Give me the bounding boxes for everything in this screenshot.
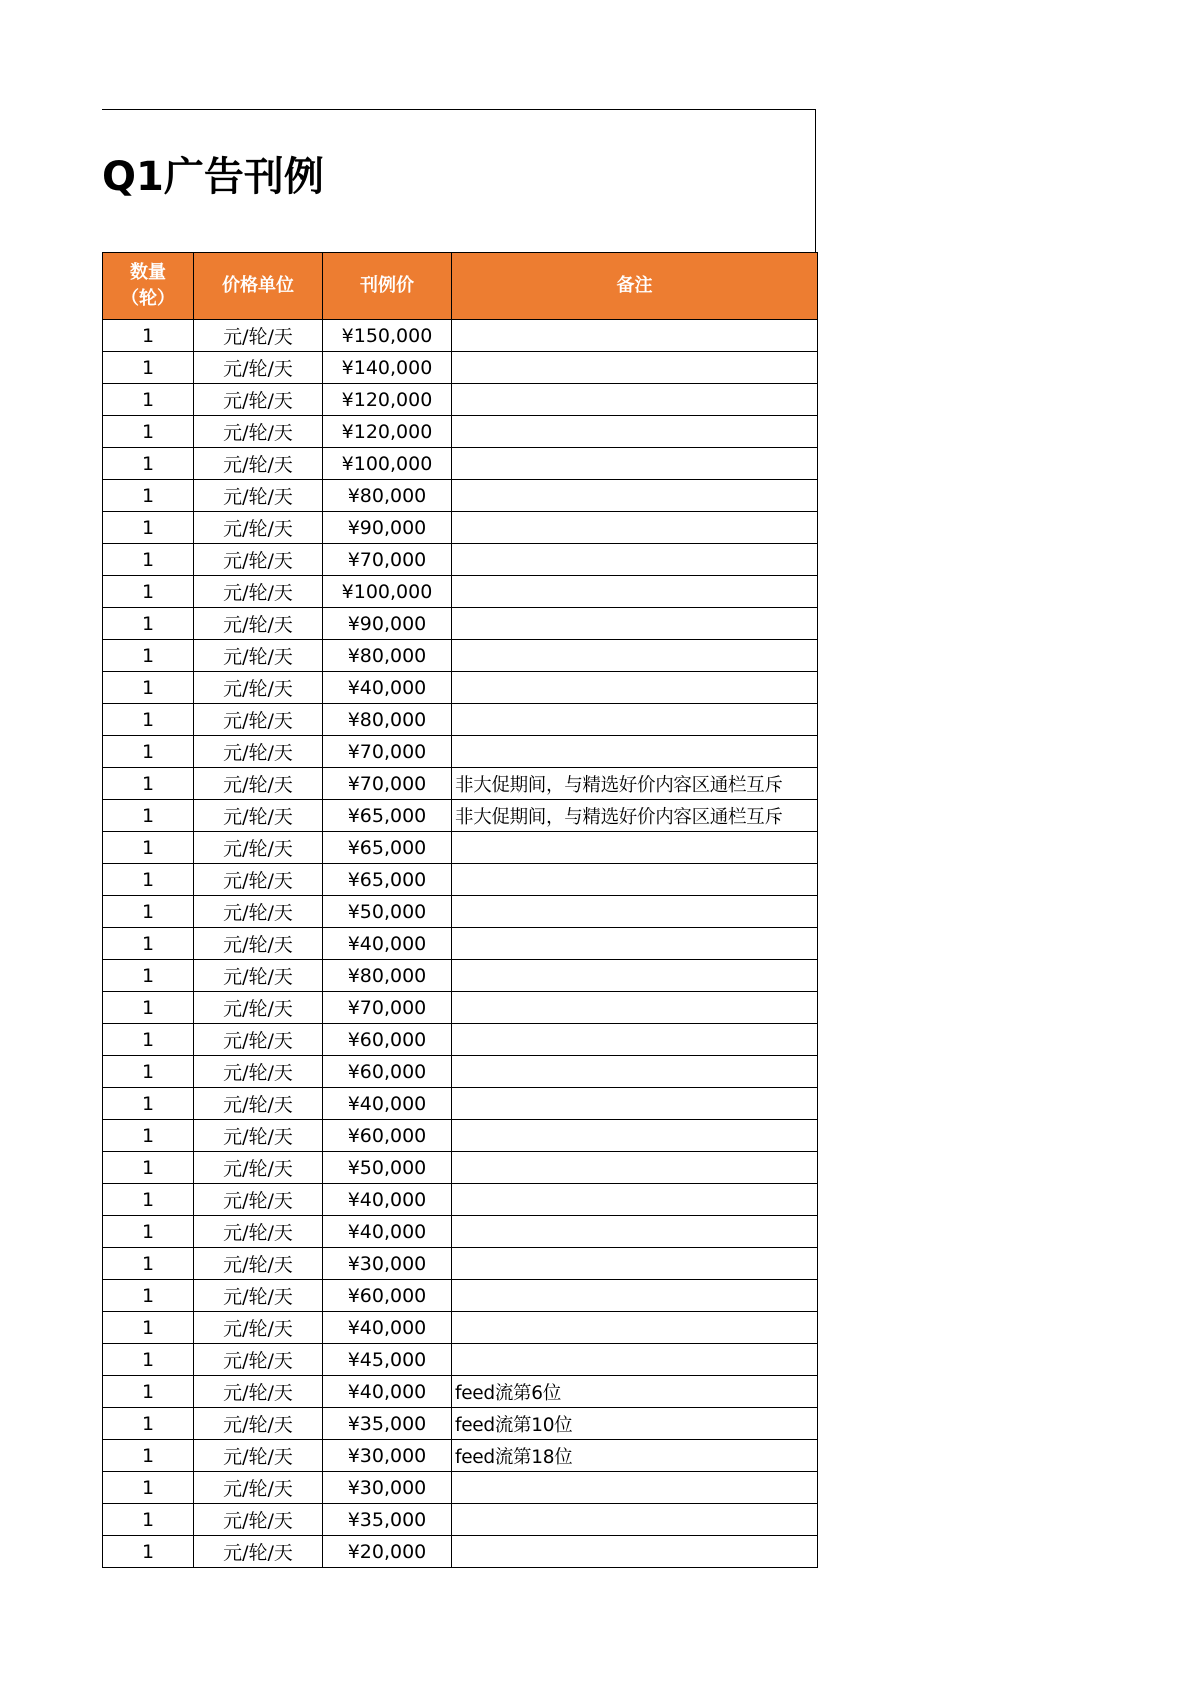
cell-list-price: ¥40,000 (323, 928, 452, 960)
cell-remarks (452, 512, 818, 544)
table-row (103, 992, 818, 1024)
cell-quantity: 1 (103, 640, 194, 672)
cell-quantity: 1 (103, 1120, 194, 1152)
rate-table (102, 252, 818, 1568)
table-row (103, 1216, 818, 1248)
cell-remarks: feed流第18位 (452, 1440, 818, 1472)
cell-list-price: ¥65,000 (323, 800, 452, 832)
cell-quantity: 1 (103, 1056, 194, 1088)
cell-quantity: 1 (103, 1408, 194, 1440)
cell-price-unit: 元/轮/天 (194, 416, 323, 448)
table-row (103, 448, 818, 480)
cell-remarks (452, 672, 818, 704)
cell-quantity: 1 (103, 1344, 194, 1376)
cell-remarks (452, 1024, 818, 1056)
cell-list-price: ¥120,000 (323, 384, 452, 416)
cell-remarks (452, 960, 818, 992)
table-row (103, 1440, 818, 1472)
table-row (103, 1056, 818, 1088)
table-row (103, 768, 818, 800)
cell-list-price: ¥100,000 (323, 448, 452, 480)
cell-price-unit: 元/轮/天 (194, 1536, 323, 1568)
table-row (103, 640, 818, 672)
cell-quantity: 1 (103, 320, 194, 352)
header-remarks: 备注 (452, 253, 818, 320)
cell-price-unit: 元/轮/天 (194, 672, 323, 704)
cell-remarks (452, 704, 818, 736)
cell-quantity: 1 (103, 1472, 194, 1504)
cell-price-unit: 元/轮/天 (194, 1088, 323, 1120)
table-row (103, 1280, 818, 1312)
cell-list-price: ¥60,000 (323, 1280, 452, 1312)
cell-price-unit: 元/轮/天 (194, 480, 323, 512)
cell-remarks: 非大促期间，与精选好价内容区通栏互斥 (452, 768, 818, 800)
cell-remarks (452, 928, 818, 960)
cell-list-price: ¥90,000 (323, 608, 452, 640)
cell-list-price: ¥40,000 (323, 672, 452, 704)
cell-remarks (452, 1280, 818, 1312)
cell-quantity: 1 (103, 704, 194, 736)
cell-list-price: ¥30,000 (323, 1440, 452, 1472)
table-row (103, 928, 818, 960)
table-row (103, 480, 818, 512)
table-row (103, 1504, 818, 1536)
cell-quantity: 1 (103, 1312, 194, 1344)
cell-remarks (452, 896, 818, 928)
cell-quantity: 1 (103, 1376, 194, 1408)
table-row (103, 864, 818, 896)
cell-remarks: feed流第10位 (452, 1408, 818, 1440)
cell-remarks (452, 416, 818, 448)
table-row (103, 704, 818, 736)
cell-quantity: 1 (103, 1216, 194, 1248)
table-row (103, 512, 818, 544)
cell-price-unit: 元/轮/天 (194, 1248, 323, 1280)
cell-list-price: ¥35,000 (323, 1504, 452, 1536)
cell-list-price: ¥60,000 (323, 1024, 452, 1056)
cell-remarks (452, 448, 818, 480)
cell-price-unit: 元/轮/天 (194, 352, 323, 384)
cell-list-price: ¥35,000 (323, 1408, 452, 1440)
cell-quantity: 1 (103, 416, 194, 448)
table-row (103, 1248, 818, 1280)
cell-remarks (452, 1152, 818, 1184)
cell-price-unit: 元/轮/天 (194, 1216, 323, 1248)
cell-quantity: 1 (103, 1504, 194, 1536)
cell-quantity: 1 (103, 352, 194, 384)
cell-remarks (452, 608, 818, 640)
cell-price-unit: 元/轮/天 (194, 1408, 323, 1440)
cell-remarks (452, 544, 818, 576)
cell-price-unit: 元/轮/天 (194, 1056, 323, 1088)
cell-quantity: 1 (103, 1440, 194, 1472)
header-quantity-line1: 数量 (130, 261, 166, 283)
cell-price-unit: 元/轮/天 (194, 1024, 323, 1056)
cell-remarks (452, 832, 818, 864)
cell-price-unit: 元/轮/天 (194, 1472, 323, 1504)
cell-price-unit: 元/轮/天 (194, 800, 323, 832)
cell-quantity: 1 (103, 512, 194, 544)
cell-quantity: 1 (103, 576, 194, 608)
cell-price-unit: 元/轮/天 (194, 928, 323, 960)
cell-quantity: 1 (103, 544, 194, 576)
table-row (103, 1152, 818, 1184)
cell-price-unit: 元/轮/天 (194, 576, 323, 608)
cell-list-price: ¥45,000 (323, 1344, 452, 1376)
table-row (103, 1472, 818, 1504)
rate-card-sheet (102, 109, 816, 1568)
cell-quantity: 1 (103, 1184, 194, 1216)
cell-quantity: 1 (103, 448, 194, 480)
cell-quantity: 1 (103, 672, 194, 704)
cell-remarks (452, 1344, 818, 1376)
cell-price-unit: 元/轮/天 (194, 640, 323, 672)
page-title: Q1广告刊例 (102, 154, 324, 200)
cell-remarks (452, 1056, 818, 1088)
cell-list-price: ¥100,000 (323, 576, 452, 608)
table-row (103, 736, 818, 768)
cell-list-price: ¥40,000 (323, 1088, 452, 1120)
table-row (103, 832, 818, 864)
table-row (103, 608, 818, 640)
cell-quantity: 1 (103, 960, 194, 992)
cell-quantity: 1 (103, 1248, 194, 1280)
cell-quantity: 1 (103, 1536, 194, 1568)
cell-price-unit: 元/轮/天 (194, 1440, 323, 1472)
header-quantity-line2: （轮） (121, 288, 175, 309)
cell-list-price: ¥50,000 (323, 896, 452, 928)
cell-price-unit: 元/轮/天 (194, 864, 323, 896)
cell-remarks (452, 1088, 818, 1120)
cell-list-price: ¥80,000 (323, 640, 452, 672)
cell-remarks (452, 1248, 818, 1280)
header-list-price: 刊例价 (323, 253, 452, 320)
cell-list-price: ¥30,000 (323, 1472, 452, 1504)
cell-list-price: ¥30,000 (323, 1248, 452, 1280)
table-row (103, 960, 818, 992)
cell-remarks: feed流第6位 (452, 1376, 818, 1408)
header-price-unit: 价格单位 (194, 253, 323, 320)
cell-quantity: 1 (103, 1024, 194, 1056)
cell-remarks (452, 736, 818, 768)
cell-list-price: ¥80,000 (323, 960, 452, 992)
table-row (103, 672, 818, 704)
cell-price-unit: 元/轮/天 (194, 992, 323, 1024)
cell-list-price: ¥60,000 (323, 1056, 452, 1088)
cell-quantity: 1 (103, 1280, 194, 1312)
cell-list-price: ¥40,000 (323, 1184, 452, 1216)
cell-remarks (452, 1216, 818, 1248)
cell-list-price: ¥80,000 (323, 480, 452, 512)
cell-price-unit: 元/轮/天 (194, 1152, 323, 1184)
cell-quantity: 1 (103, 800, 194, 832)
cell-remarks (452, 384, 818, 416)
cell-price-unit: 元/轮/天 (194, 1120, 323, 1152)
cell-list-price: ¥70,000 (323, 768, 452, 800)
cell-quantity: 1 (103, 992, 194, 1024)
cell-remarks (452, 1312, 818, 1344)
cell-remarks (452, 992, 818, 1024)
table-row (103, 896, 818, 928)
cell-quantity: 1 (103, 736, 194, 768)
cell-price-unit: 元/轮/天 (194, 1312, 323, 1344)
cell-price-unit: 元/轮/天 (194, 608, 323, 640)
cell-quantity: 1 (103, 928, 194, 960)
table-row (103, 384, 818, 416)
cell-remarks (452, 576, 818, 608)
cell-price-unit: 元/轮/天 (194, 1344, 323, 1376)
cell-price-unit: 元/轮/天 (194, 896, 323, 928)
cell-price-unit: 元/轮/天 (194, 448, 323, 480)
cell-list-price: ¥20,000 (323, 1536, 452, 1568)
cell-quantity: 1 (103, 1088, 194, 1120)
cell-price-unit: 元/轮/天 (194, 1504, 323, 1536)
cell-quantity: 1 (103, 896, 194, 928)
cell-remarks (452, 1536, 818, 1568)
cell-remarks (452, 1472, 818, 1504)
cell-remarks (452, 1504, 818, 1536)
cell-price-unit: 元/轮/天 (194, 512, 323, 544)
cell-list-price: ¥50,000 (323, 1152, 452, 1184)
cell-quantity: 1 (103, 1152, 194, 1184)
title-area (102, 109, 816, 252)
cell-price-unit: 元/轮/天 (194, 1280, 323, 1312)
cell-price-unit: 元/轮/天 (194, 832, 323, 864)
cell-list-price: ¥70,000 (323, 736, 452, 768)
cell-remarks (452, 864, 818, 896)
cell-quantity: 1 (103, 384, 194, 416)
cell-quantity: 1 (103, 608, 194, 640)
cell-price-unit: 元/轮/天 (194, 960, 323, 992)
cell-quantity: 1 (103, 768, 194, 800)
table-row (103, 416, 818, 448)
cell-remarks (452, 1184, 818, 1216)
cell-list-price: ¥40,000 (323, 1216, 452, 1248)
cell-quantity: 1 (103, 832, 194, 864)
cell-list-price: ¥65,000 (323, 864, 452, 896)
cell-list-price: ¥140,000 (323, 352, 452, 384)
table-row (103, 352, 818, 384)
table-row (103, 1088, 818, 1120)
cell-list-price: ¥120,000 (323, 416, 452, 448)
cell-price-unit: 元/轮/天 (194, 384, 323, 416)
cell-remarks: 非大促期间，与精选好价内容区通栏互斥 (452, 800, 818, 832)
cell-list-price: ¥80,000 (323, 704, 452, 736)
cell-price-unit: 元/轮/天 (194, 320, 323, 352)
cell-quantity: 1 (103, 864, 194, 896)
table-row (103, 1536, 818, 1568)
table-header-row (103, 253, 818, 320)
table-row (103, 320, 818, 352)
cell-remarks (452, 480, 818, 512)
cell-list-price: ¥40,000 (323, 1312, 452, 1344)
cell-price-unit: 元/轮/天 (194, 544, 323, 576)
cell-remarks (452, 352, 818, 384)
cell-list-price: ¥60,000 (323, 1120, 452, 1152)
cell-price-unit: 元/轮/天 (194, 768, 323, 800)
cell-price-unit: 元/轮/天 (194, 736, 323, 768)
table-row (103, 576, 818, 608)
cell-list-price: ¥65,000 (323, 832, 452, 864)
cell-list-price: ¥40,000 (323, 1376, 452, 1408)
cell-price-unit: 元/轮/天 (194, 1184, 323, 1216)
table-row (103, 1024, 818, 1056)
table-row (103, 1120, 818, 1152)
cell-remarks (452, 640, 818, 672)
cell-list-price: ¥90,000 (323, 512, 452, 544)
table-row (103, 1312, 818, 1344)
table-row (103, 1376, 818, 1408)
table-row (103, 1184, 818, 1216)
cell-list-price: ¥70,000 (323, 992, 452, 1024)
cell-price-unit: 元/轮/天 (194, 1376, 323, 1408)
header-quantity (103, 253, 194, 320)
cell-list-price: ¥70,000 (323, 544, 452, 576)
cell-remarks (452, 1120, 818, 1152)
cell-list-price: ¥150,000 (323, 320, 452, 352)
table-row (103, 1408, 818, 1440)
cell-quantity: 1 (103, 480, 194, 512)
cell-remarks (452, 320, 818, 352)
table-row (103, 800, 818, 832)
table-row (103, 544, 818, 576)
cell-price-unit: 元/轮/天 (194, 704, 323, 736)
table-row (103, 1344, 818, 1376)
